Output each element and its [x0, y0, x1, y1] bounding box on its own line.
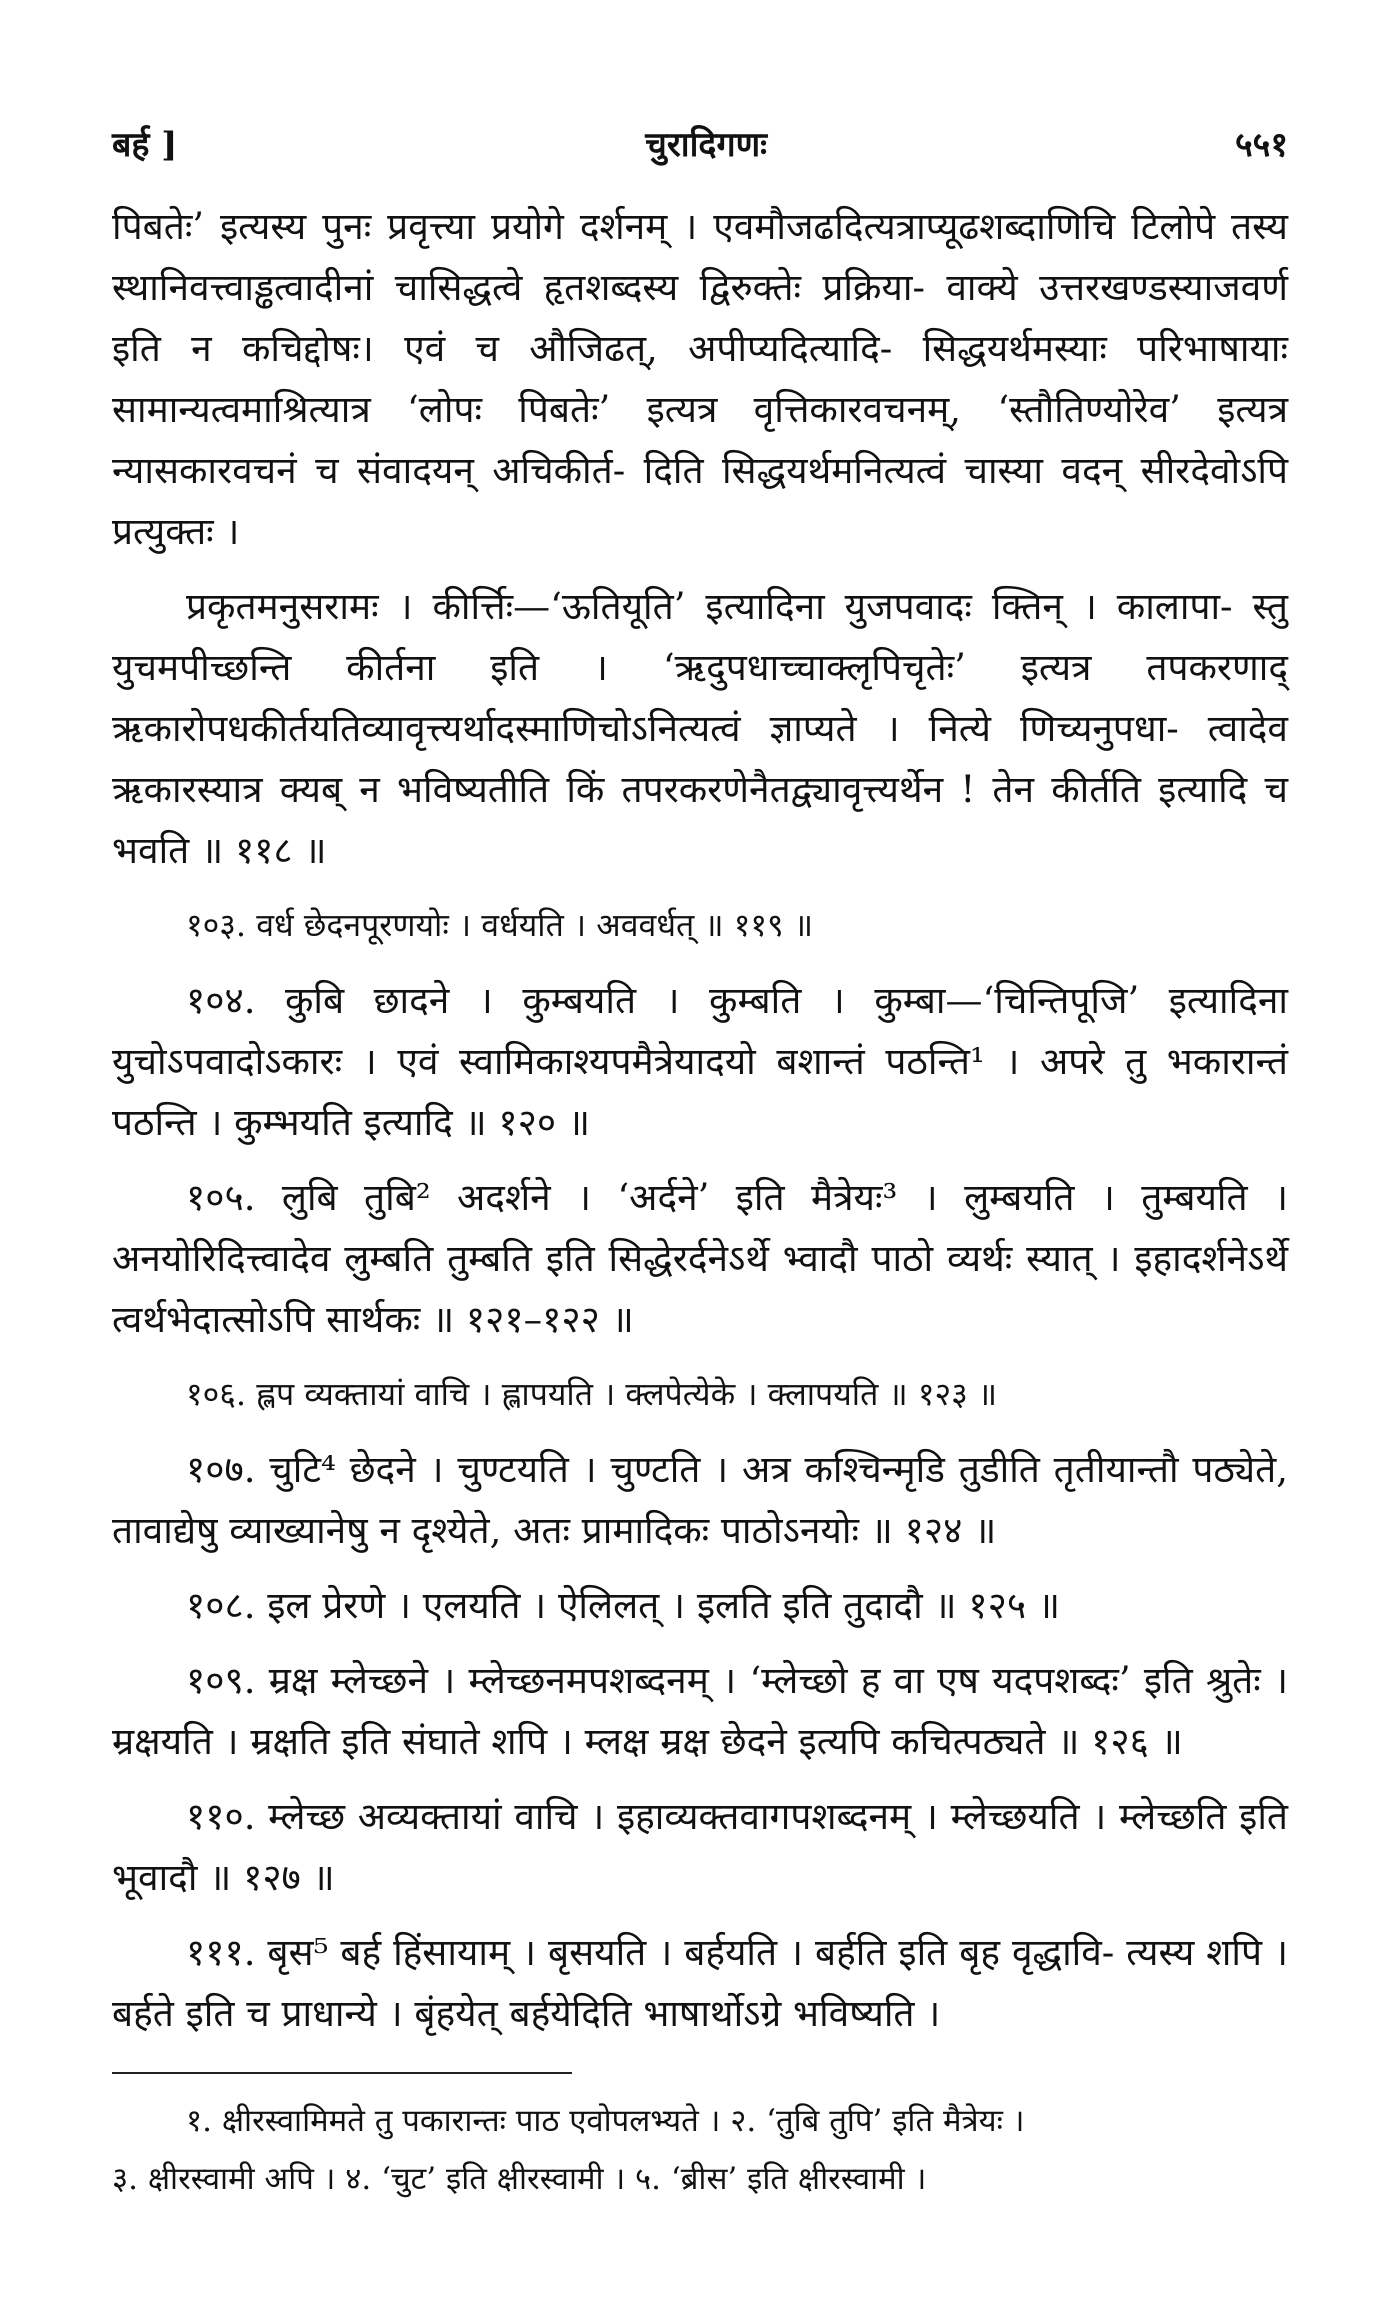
entry-109: १०९. म्रक्ष म्लेच्छने । म्लेच्छनमपशब्दनम् । ‘म्लेच्छो ह वा एष यदपशब्दः’ इति श्रुतेः । म्रक्षयति । म्रक्षति इति संघाते शपि । म्लक्ष म्रक्ष छेदने इत्यपि कचित्पठ्यते ॥ १२६ ॥	[112, 1659, 1288, 1763]
entry-107: १०७. चुटि⁴ छेदने । चुण्टयति । चुण्टति । अत्र कश्चिन्मृडि तुडीति तृतीयान्तौ पठ्येते, तावाद्येषु व्याख्यानेषु न दृश्येते, अतः प्रामादिकः पाठोऽनयोः ॥ १२४ ॥	[112, 1448, 1288, 1552]
entry-104: १०४. कुबि छादने । कुम्बयति । कुम्बति । कुम्बा—‘चिन्तिपूजि’ इत्यादिना युचोऽपवादोऽकारः । एवं स्वामिकाश्यपमैत्रेयादयो बशान्तं पठन्ति¹ । अपरे तु भकारान्तं पठन्ति । कुम्भयति इत्यादि ॥ १२० ॥	[112, 979, 1288, 1144]
running-head	[112, 120, 1288, 166]
footnote-line: १. क्षीरस्वामिमते तु पकारान्तः पाठ एवोपलभ्यते । २. ‘तुबि तुपि’ इति मैत्रेयः ।	[186, 2103, 1025, 2139]
running-head-left: बर्ह ]	[112, 125, 178, 165]
paragraph: पिबतेः’ इत्यस्य पुनः प्रवृत्त्या प्रयोगे दर्शनम् । एवमौजढदित्यत्राप्यूढशब्दाणिचि टिलोपे तस्य स्थानिवत्त्वाड्ढत्वादीनां चासिद्धत्वे हृतशब्दस्य द्विरुक्तेः प्रक्रिया- वाक्ये उत्तरखण्डस्याजवर्ण इति न कचिद्दोषः। एवं च औजिढत्, अपीप्यदित्यादि- सिद्धयर्थमस्याः परिभाषायाः सामान्यत्वमाश्रित्यात्र ‘लोपः पिबतेः’ इत्यत्र वृत्तिकारवचनम्, ‘स्तौतिण्योरेव’ इत्यत्र न्यासकारवचनं च संवादयन् अचिकीर्त- दिति सिद्धयर्थमनित्यत्वं चास्या वदन् सीरदेवोऽपि प्रत्युक्तः ।	[112, 205, 1288, 553]
footnote-divider	[112, 2072, 572, 2074]
page-number: ५५१	[1234, 125, 1288, 165]
main-text	[112, 196, 1288, 2044]
entry-103: १०३. वर्ध छेदनपूरणयोः । वर्धयति । अववर्धत् ॥ ११९ ॥	[186, 906, 814, 944]
footnote-line: ३. क्षीरस्वामी अपि । ४. ‘चुट’ इति क्षीरस्वामी । ५. ‘ब्रीस’ इति क्षीरस्वामी ।	[112, 2161, 927, 2197]
paragraph: प्रकृतमनुसरामः । कीर्त्तिः—‘ऊतियूति’ इत्यादिना युजपवादः क्तिन् । कालापा- स्तु युचमपीच्छन्ति कीर्तना इति । ‘ऋदुपधाच्चाक्लृपिचृतेः’ इत्यत्र तपकरणाद् ऋकारोपधकीर्तयतिव्यावृत्त्यर्थादस्माणिचोऽनित्यत्वं ज्ञाप्यते । नित्ये णिच्यनुपधा- त्वादेव ऋकारस्यात्र क्यब् न भविष्यतीति किं तपरकरणेनैतद्व्यावृत्त्यर्थेन ! तेन कीर्तति इत्यादि च भवति ॥ ११८ ॥	[112, 585, 1288, 872]
entry-106: १०६. ह्लप व्यक्तायां वाचि । ह्लापयति । क्लपेत्येके । क्लापयति ॥ १२३ ॥	[186, 1375, 998, 1413]
running-head-title: चुरादिगणः	[645, 125, 768, 165]
footnotes	[112, 2092, 1288, 2208]
entry-111: १११. बृस⁵ बर्ह हिंसायाम् । बृसयति । बर्हयति । बर्हति इति बृह वृद्धावि- त्यस्य शपि । बर्हते इति च प्राधान्ये । बृंहयेत् बर्हयेदिति भाषार्थोऽग्रे भविष्यति ।	[112, 1931, 1288, 2035]
entry-110: ११०. म्लेच्छ अव्यक्तायां वाचि । इहाव्यक्तवागपशब्दनम् । म्लेच्छयति । म्लेच्छति इति भूवादौ ॥ १२७ ॥	[112, 1795, 1288, 1899]
entry-105: १०५. लुबि तुबि² अदर्शने । ‘अर्दने’ इति मैत्रेयः³ । लुम्बयति । तुम्बयति । अनयोरिदित्त्वादेव लुम्बति तुम्बति इति सिद्धेरर्दनेऽर्थे भ्वादौ पाठो व्यर्थः स्यात् । इहादर्शनेऽर्थे त्वर्थभेदात्सोऽपि सार्थकः ॥ १२१–१२२ ॥	[112, 1176, 1288, 1341]
entry-108: १०८. इल प्रेरणे । एलयति । ऐलिलत् । इलति इति तुदादौ ॥ १२५ ॥	[186, 1584, 1060, 1627]
